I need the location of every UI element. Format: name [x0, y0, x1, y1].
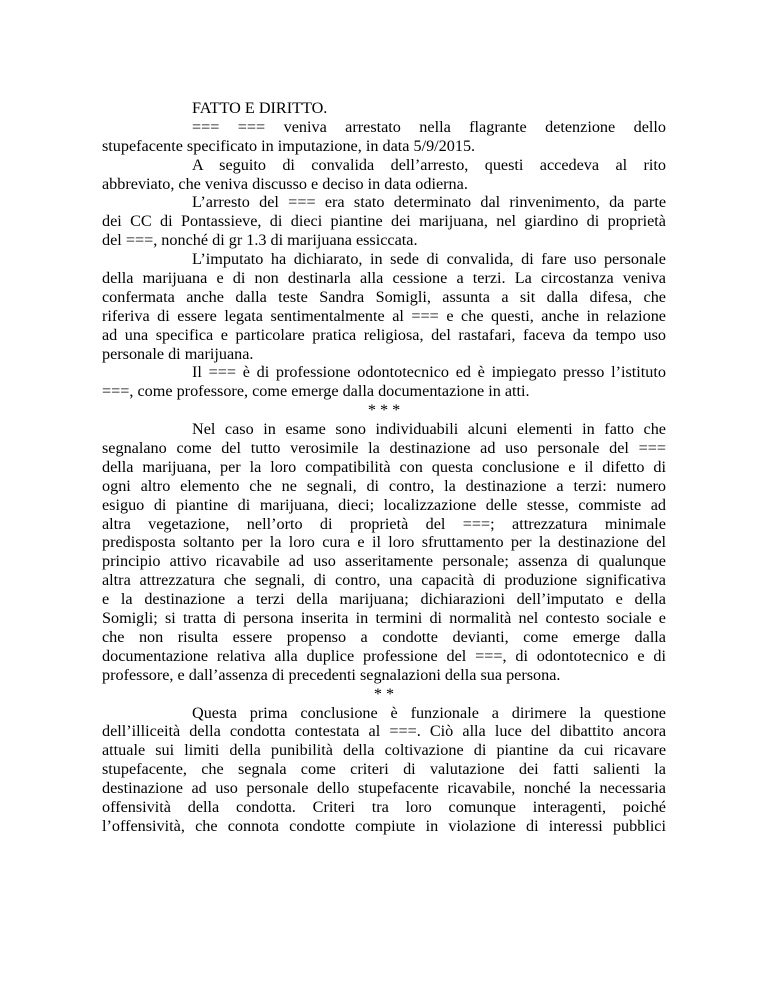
text-line: l’offensività, che connota condotte compiute in violazione di interessi pubblici [102, 816, 666, 835]
text-line: della marijuana e di non destinarla alla cessione a terzi. La circostanza veniva [102, 269, 666, 288]
text-line: professore, e dall’assenza di precedenti segnalazioni della sua persona. [102, 665, 561, 684]
text-line: stupefacente specificato in imputazione, in data 5/9/2015. [102, 136, 476, 155]
text-line: attuale sui limiti della punibilità della coltivazione di piantine da cui ricavare [102, 741, 666, 760]
section-separator: * * [373, 684, 395, 703]
text-line: destinazione ad uso personale dello stupefacente ricavabile, nonché la necessaria [102, 779, 666, 798]
text-line: confermata anche dalla teste Sandra Somigli, assunta a sit dalla difesa, che [102, 287, 666, 306]
text-line: esiguo di piantine di marijuana, dieci; localizzazione delle stesse, commiste ad [102, 495, 666, 514]
text-line: stupefacente, che segnala come criteri di valutazione dei fatti salienti la [102, 760, 666, 779]
document-body [102, 118, 666, 836]
text-line: segnalano come del tutto verosimile la destinazione ad uso personale del === [102, 439, 666, 458]
text-line: ogni altro elemento che ne segnali, di contro, la destinazione a terzi: numero [102, 476, 666, 495]
text-line: ad una specifica e particolare pratica religiosa, del rastafari, faceva da tempo uso [102, 325, 666, 344]
text-line: Somigli; si tratta di persona inserita in termini di normalità nel contesto sociale e [102, 609, 666, 628]
text-line: offensività della condotta. Criteri tra loro comunque interagenti, poiché [102, 797, 666, 816]
text-line: === === veniva arrestato nella flagrante detenzione dello [192, 117, 666, 136]
text-line: della marijuana, per la loro compatibilità con questa conclusione e il difetto di [102, 457, 666, 476]
text-line: documentazione relativa alla duplice professione del ===, di odontotecnico e di [102, 646, 666, 665]
text-line: dell’illiceità della condotta contestata al ===. Ciò alla luce del dibattito ancora [102, 722, 666, 741]
document-page [102, 99, 666, 836]
document-heading: FATTO E DIRITTO. [192, 99, 328, 117]
text-line: Nel caso in esame sono individuabili alcuni elementi in fatto che [192, 420, 666, 439]
text-line: e la destinazione a terzi della marijuana; dichiarazioni dell’imputato e della [102, 590, 666, 609]
text-line: altra attrezzatura che segnali, di contro, una capacità di produzione significativa [102, 571, 666, 590]
text-line: ===, come professore, come emerge dalla documentazione in atti. [102, 382, 530, 401]
text-line: principio attivo ricavabile ad uso asseritamente personale; assenza di qualunque [102, 552, 666, 571]
text-line: che non risulta essere propenso a condotte devianti, come emerge dalla [102, 627, 666, 646]
text-line: del ===, nonché di gr 1.3 di marijuana essiccata. [102, 231, 418, 250]
text-line: L’arresto del === era stato determinato dal rinvenimento, da parte [192, 193, 666, 212]
text-line: Il === è di professione odontotecnico ed è impiegato presso l’istituto [192, 363, 666, 382]
text-line: Questa prima conclusione è funzionale a dirimere la questione [192, 703, 666, 722]
text-line: A seguito di convalida dell’arresto, questi accedeva al rito [192, 155, 666, 174]
text-line: L’imputato ha dichiarato, in sede di convalida, di fare uso personale [192, 250, 666, 269]
text-line: altra vegetazione, nell’orto di proprietà del ===; attrezzatura minimale [102, 514, 666, 533]
text-line: personale di marijuana. [102, 344, 254, 363]
text-line: riferiva di essere legata sentimentalmente al === e che questi, anche in relazione [102, 306, 666, 325]
text-line: abbreviato, che veniva discusso e deciso in data odierna. [102, 174, 468, 193]
text-line: predisposta soltanto per la loro cura e il loro sfruttamento per la destinazione del [102, 533, 666, 552]
text-line: dei CC di Pontassieve, di dieci piantine dei marijuana, nel giardino di proprietà [102, 212, 666, 231]
section-separator: * * * [367, 401, 401, 420]
